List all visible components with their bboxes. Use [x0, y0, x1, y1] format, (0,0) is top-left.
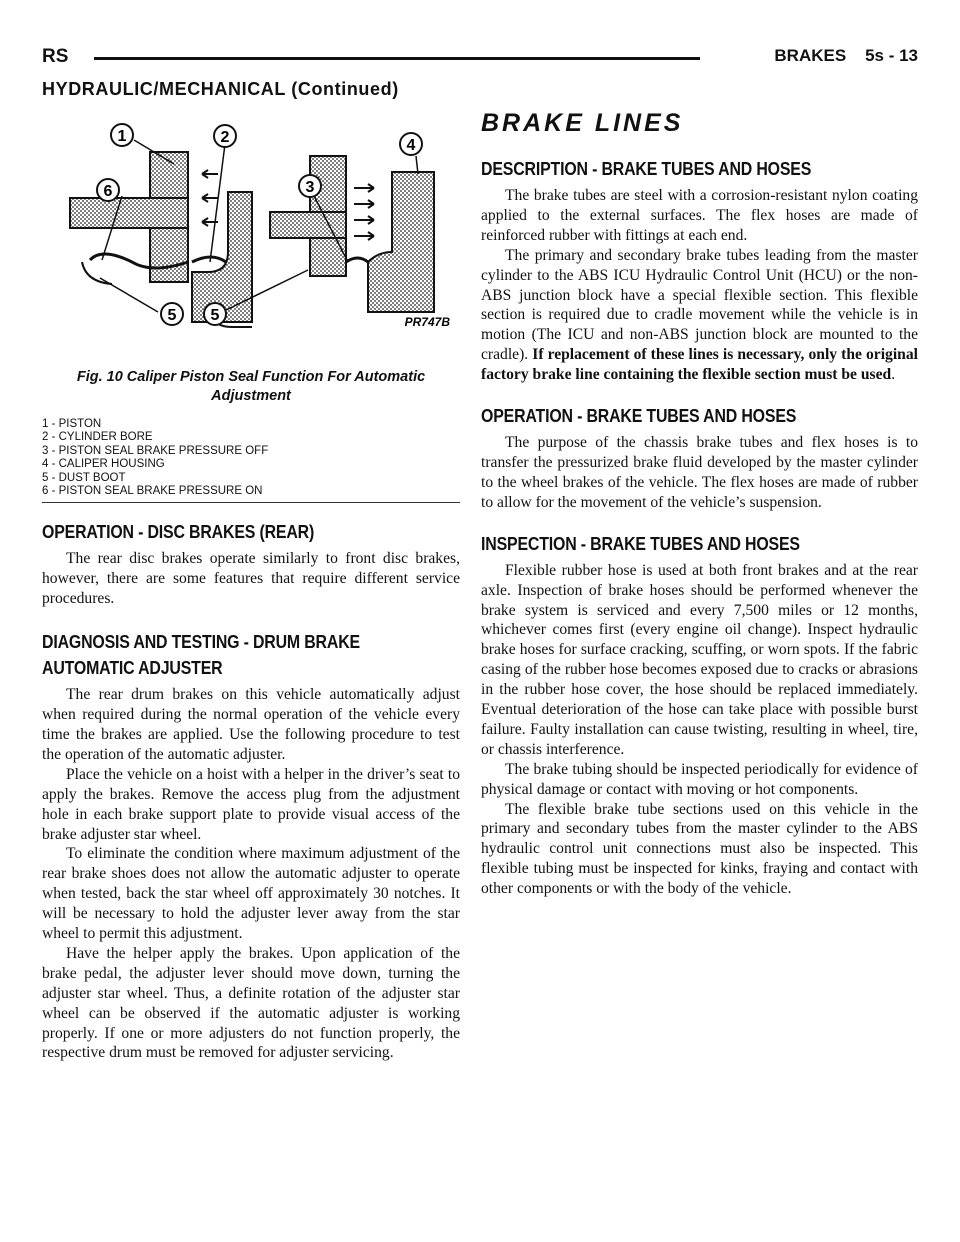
section-title-line-2: AUTOMATIC ADJUSTER	[42, 657, 223, 679]
svg-text:6: 6	[103, 183, 113, 200]
header-page-info: BRAKES 5s - 13	[774, 46, 918, 65]
svg-text:2: 2	[220, 129, 230, 146]
paragraph: Flexible rubber hose is used at both front brakes and at the rear axle. Inspection of brake hoses should be performed whenever the brake system is serviced and every 7,500 miles or 12 months, whichever comes first (every engine oil change). Inspect hydraulic brake hoses for surface cracking, scuffing, or worn spots. If the fabric casing of the rubber hose becomes exposed due to cracks or abrasions in the rubber hose cover, the hose should be replaced immediately. Eventual deterioration of the hose can take place with possible burst failure. Faulty installation can cause twisting, resulting in wheel, tire, or chassis interference.	[481, 561, 918, 758]
paragraph: To eliminate the condition where maximum adjustment of the rear brake shoes does not allow the automatic adjuster to operate when tested, back the star wheel off approximately 30 notches. It will be necessary to hold the adjuster lever away from the star wheel to permit this adjustment.	[42, 845, 460, 943]
figure-caption: Fig. 10 Caliper Piston Seal Function For Automatic Adjustment	[76, 369, 426, 404]
callout-5a	[161, 303, 183, 325]
paragraph-text: The primary and secondary brake tubes leading from the master cylinder to the ABS ICU Hydraulic Control Unit (HCU) or the non-ABS junction block have a special flexible section. This flexible section is required due to cradle movement while the vehicle is in motion (The ICU and non-ABS junction block are mounted to the cradle).	[481, 246, 918, 364]
callout-4	[400, 133, 422, 155]
paragraph: The flexible brake tube sections used on this vehicle in the primary and secondary tubes from the master cylinder to the ABS hydraulic control unit connections must also be inspected. This flexible tubing must be inspected for kinks, fraying and contact with other components or with the body of the vehicle.	[481, 800, 918, 898]
paragraph: Place the vehicle on a hoist with a helper in the driver’s seat to apply the brakes. Remove the access plug from the adjustment hole in each brake support plate to provide visual access of the brake adjuster star wheel.	[42, 765, 460, 843]
page-header	[42, 44, 918, 76]
header-rule	[94, 57, 700, 60]
callout-5b	[204, 303, 226, 325]
legend-item: 5 - DUST BOOT	[42, 471, 126, 484]
svg-text:5: 5	[210, 307, 220, 324]
continued-heading: HYDRAULIC/MECHANICAL (Continued)	[42, 79, 399, 99]
callout-3	[299, 175, 321, 197]
svg-text:5: 5	[167, 307, 177, 324]
section-title-line-1: DIAGNOSIS AND TESTING - DRUM BRAKE	[42, 631, 360, 653]
figure-code: PR747B	[404, 315, 450, 329]
left-column	[42, 112, 460, 1063]
paragraph: The rear disc brakes operate similarly to front disc brakes, however, there are some features that require different service procedures.	[42, 550, 460, 608]
section-title-drum-brake-adjuster	[42, 629, 459, 681]
svg-text:4: 4	[406, 137, 416, 154]
section-title-inspection-tubes-hoses: INSPECTION - BRAKE TUBES AND HOSES	[481, 532, 800, 554]
legend-item: 1 - PISTON	[42, 418, 102, 430]
main-title-brake-lines: BRAKE LINES	[481, 109, 684, 137]
legend-item: 2 - CYLINDER BORE	[42, 431, 153, 444]
paragraph: The rear drum brakes on this vehicle automatically adjust when required during the normal operation of the vehicle every time the brakes are applied. Use the following procedure to test the operation of the automatic adjuster.	[42, 686, 460, 763]
paragraph: Have the helper apply the brakes. Upon application of the brake pedal, the adjuster lever should move down, turning the adjuster star wheel. Thus, a definite rotation of the adjuster star wheel can be observed if the automatic adjuster is working properly. If one or more adjusters do not function properly, the respective drum must be removed for adjuster servicing.	[42, 944, 460, 1062]
paragraph	[481, 246, 918, 385]
figure-caliper-piston-seal	[42, 112, 460, 362]
right-column	[481, 108, 918, 899]
caliper-piston-seal-illustration	[42, 112, 460, 362]
callout-2	[214, 125, 236, 147]
svg-text:3: 3	[305, 179, 315, 196]
figure-legend	[42, 418, 460, 503]
svg-text:1: 1	[117, 128, 127, 145]
paragraph-end: .	[891, 366, 896, 384]
legend-item: 3 - PISTON SEAL BRAKE PRESSURE OFF	[42, 444, 269, 457]
paragraph-emphasis: If replacement of these lines is necessary, only the original factory brake line containing the flexible section must be used	[481, 346, 918, 384]
header-section-code: RS	[42, 46, 69, 67]
paragraph: The purpose of the chassis brake tubes and flex hoses is to transfer the pressurized brake fluid developed by the master cylinder to the wheel brakes of the vehicle. The flex hoses are made of rubber to allow for the movement of the vehicle’s suspension.	[481, 434, 918, 511]
paragraph: The brake tubing should be inspected periodically for evidence of physical damage or contact with moving or hot components.	[481, 760, 918, 798]
legend-item: 6 - PISTON SEAL BRAKE PRESSURE ON	[42, 485, 263, 498]
legend-item: 4 - CALIPER HOUSING	[42, 458, 165, 471]
callout-6	[97, 179, 119, 201]
callout-1	[111, 124, 133, 146]
section-title-description-tubes-hoses: DESCRIPTION - BRAKE TUBES AND HOSES	[481, 158, 812, 179]
paragraph: The brake tubes are steel with a corrosion-resistant nylon coating applied to the external surfaces. The flex hoses are made of reinforced rubber with fittings at each end.	[481, 187, 918, 244]
section-title-operation-tubes-hoses: OPERATION - BRAKE TUBES AND HOSES	[481, 405, 797, 427]
section-title-disc-brakes-rear: OPERATION - DISC BRAKES (REAR)	[42, 521, 315, 543]
